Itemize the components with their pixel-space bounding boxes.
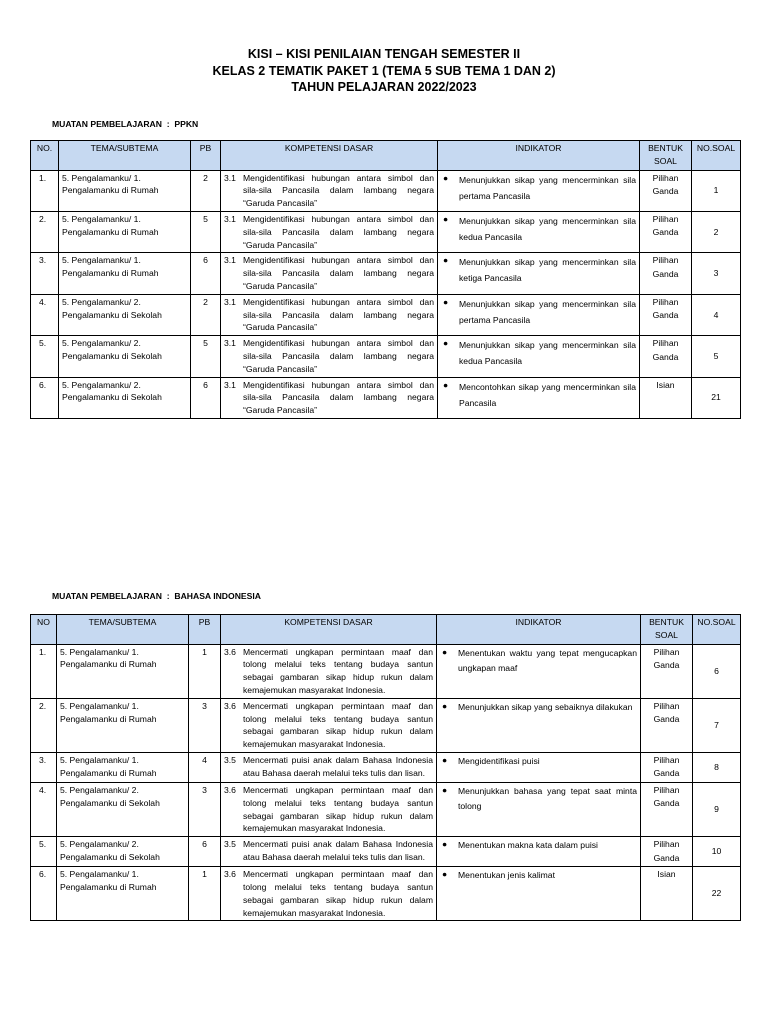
indikator-text: Menunjukkan sikap yang mencerminkan sila kedua Pancasila: [459, 340, 636, 367]
kd-text: Mencermati ungkapan permintaan maaf dan tolong melalui teks tentang budaya santun sebagai gambaran sikap hidup rukun dalam kemajemukan masyarakat Indonesia.: [243, 869, 433, 918]
cell-nosoal: 8: [693, 752, 741, 782]
cell-pb: 4: [189, 752, 221, 782]
kd-text: Mengidentifikasi hubungan antara simbol dan sila-sila Pancasila dalam lambang negara “Garuda Pancasila”: [243, 255, 434, 291]
cell-bentuk: Pilihan Ganda: [641, 752, 693, 782]
cell-no: 2.: [31, 211, 59, 252]
cell-kd: [221, 782, 437, 836]
cell-indikator: [438, 336, 640, 377]
cell-tema: 5. Pengalamanku/ 1. Pengalamanku di Rumah: [59, 211, 191, 252]
cell-bentuk: Pilihan Ganda: [641, 644, 693, 698]
kd-number: 3.1: [224, 255, 236, 266]
header-indikator: INDIKATOR: [437, 615, 641, 645]
cell-pb: 1: [189, 644, 221, 698]
cell-indikator: [438, 253, 640, 294]
cell-bentuk: Pilihan Ganda: [641, 782, 693, 836]
bullet-icon: ●: [442, 869, 448, 880]
kd-number: 3.1: [224, 296, 236, 307]
kd-number: 3.6: [224, 869, 236, 880]
header-pb: PB: [191, 141, 221, 171]
cell-nosoal: 3: [692, 253, 741, 294]
cell-indikator: [437, 698, 641, 752]
cell-tema: 5. Pengalamanku/ 2. Pengalamanku di Sekolah: [59, 377, 191, 418]
header-indikator: INDIKATOR: [438, 141, 640, 171]
header-bentuk: BENTUK SOAL: [641, 615, 693, 645]
cell-nosoal: 7: [693, 698, 741, 752]
cell-nosoal: 4: [692, 294, 741, 335]
kd-text: Mengidentifikasi hubungan antara simbol dan sila-sila Pancasila dalam lambang negara “Garuda Pancasila”: [243, 172, 434, 209]
cell-tema: 5. Pengalamanku/ 1. Pengalamanku di Rumah: [57, 644, 189, 698]
kd-number: 3.5: [224, 839, 236, 850]
header-nosoal: NO.SOAL: [693, 615, 741, 645]
cell-indikator: [438, 294, 640, 335]
cell-no: 2.: [31, 698, 57, 752]
cell-pb: 5: [191, 211, 221, 252]
table-row: [31, 253, 741, 294]
cell-indikator: [437, 782, 641, 836]
cell-tema: 5. Pengalamanku/ 1. Pengalamanku di Rumah: [57, 752, 189, 782]
kd-number: 3.5: [224, 754, 236, 765]
header-tema: TEMA/SUBTEMA: [59, 141, 191, 171]
cell-pb: 6: [189, 837, 221, 867]
bullet-icon: ●: [443, 172, 449, 183]
table-header-row: [31, 615, 741, 645]
title-line-1: KISI – KISI PENILAIAN TENGAH SEMESTER II: [247, 47, 521, 61]
cell-tema: 5. Pengalamanku/ 2. Pengalamanku di Sekolah: [57, 782, 189, 836]
cell-kd: [221, 211, 438, 252]
kd-number: 3.1: [224, 338, 236, 349]
table-row: [31, 867, 741, 921]
cell-bentuk: Isian: [640, 377, 692, 418]
indikator-text: Menunjukkan sikap yang sebaiknya dilakukan: [458, 701, 633, 712]
cell-no: 4.: [31, 294, 59, 335]
table-bahasa-indonesia: [30, 614, 741, 921]
bullet-icon: ●: [443, 255, 449, 266]
cell-kd: [221, 867, 437, 921]
cell-no: 1.: [31, 644, 57, 698]
cell-tema: 5. Pengalamanku/ 1. Pengalamanku di Rumah: [57, 867, 189, 921]
cell-pb: 1: [189, 867, 221, 921]
cell-indikator: [438, 211, 640, 252]
kd-number: 3.1: [224, 213, 236, 224]
header-bentuk: BENTUK SOAL: [640, 141, 692, 171]
kd-text: Mengidentifikasi hubungan antara simbol dan sila-sila Pancasila dalam lambang negara “Garuda Pancasila”: [243, 296, 434, 333]
cell-no: 3.: [31, 752, 57, 782]
bullet-icon: ●: [442, 754, 448, 765]
cell-kd: [221, 377, 438, 418]
indikator-text: Menunjukkan sikap yang mencerminkan sila kedua Pancasila: [459, 215, 636, 242]
cell-bentuk: Pilihan Ganda: [641, 698, 693, 752]
indikator-text: Mencontohkan sikap yang mencerminkan sila Pancasila: [459, 381, 636, 408]
cell-pb: 5: [191, 336, 221, 377]
cell-nosoal: 6: [693, 644, 741, 698]
cell-pb: 2: [191, 170, 221, 211]
cell-bentuk: Pilihan Ganda: [640, 170, 692, 211]
cell-kd: [221, 752, 437, 782]
cell-kd: [221, 336, 438, 377]
indikator-text: Menentukan jenis kalimat: [458, 870, 555, 881]
cell-nosoal: 5: [692, 336, 741, 377]
cell-kd: [221, 253, 438, 294]
cell-bentuk: Pilihan Ganda: [640, 253, 692, 294]
cell-kd: [221, 294, 438, 335]
table-header-row: [31, 141, 741, 171]
bullet-icon: ●: [443, 213, 449, 224]
bullet-icon: ●: [442, 700, 448, 711]
indikator-text: Menunjukkan bahasa yang tepat saat minta tolong: [458, 785, 637, 812]
kd-number: 3.1: [224, 172, 236, 183]
indikator-text: Menentukan makna kata dalam puisi: [458, 840, 598, 851]
table-body-bahasa-indonesia: [31, 644, 741, 921]
kd-text: Mencermati ungkapan permintaan maaf dan tolong melalui teks tentang budaya santun sebagai gambaran sikap hidup rukun dalam kemajemukan masyarakat Indonesia.: [243, 646, 433, 695]
table-row: [31, 170, 741, 211]
table-row: [31, 294, 741, 335]
cell-no: 4.: [31, 782, 57, 836]
table-row: [31, 377, 741, 418]
bullet-icon: ●: [442, 839, 448, 850]
cell-no: 3.: [31, 253, 59, 294]
kd-text: Mengidentifikasi hubungan antara simbol dan sila-sila Pancasila dalam lambang negara “Garuda Pancasila”: [243, 379, 434, 416]
table-row: [31, 782, 741, 836]
table-row: [31, 837, 741, 867]
cell-tema: 5. Pengalamanku/ 2. Pengalamanku di Sekolah: [57, 837, 189, 867]
title-line-2: KELAS 2 TEMATIK PAKET 1 (TEMA 5 SUB TEMA 1 DAN 2): [212, 63, 556, 78]
header-pb: PB: [189, 615, 221, 645]
indikator-text: Menunjukkan sikap yang mencerminkan sila pertama Pancasila: [459, 174, 636, 201]
cell-nosoal: 21: [692, 377, 741, 418]
cell-no: 1.: [31, 170, 59, 211]
bullet-icon: ●: [442, 646, 448, 657]
cell-kd: [221, 837, 437, 867]
cell-indikator: [437, 867, 641, 921]
cell-nosoal: 9: [693, 782, 741, 836]
title-line-3: TAHUN PELAJARAN 2022/2023: [291, 80, 477, 94]
cell-tema: 5. Pengalamanku/ 2. Pengalamanku di Sekolah: [59, 336, 191, 377]
cell-pb: 3: [189, 698, 221, 752]
cell-bentuk: Pilihan Ganda: [640, 294, 692, 335]
kd-text: Mengidentifikasi hubungan antara simbol dan sila-sila Pancasila dalam lambang negara “Garuda Pancasila”: [243, 338, 434, 374]
indikator-text: Mengidentifikasi puisi: [458, 755, 540, 766]
table-row: [31, 336, 741, 377]
cell-tema: 5. Pengalamanku/ 2. Pengalamanku di Sekolah: [59, 294, 191, 335]
section-label-ppkn: MUATAN PEMBELAJARAN : PPKN: [52, 119, 199, 129]
header-kd: KOMPETENSI DASAR: [221, 141, 438, 171]
cell-nosoal: 22: [693, 867, 741, 921]
cell-pb: 6: [191, 377, 221, 418]
cell-tema: 5. Pengalamanku/ 1. Pengalamanku di Rumah: [59, 170, 191, 211]
cell-bentuk: Pilihan Ganda: [640, 336, 692, 377]
indikator-text: Menunjukkan sikap yang mencerminkan sila ketiga Pancasila: [459, 257, 636, 284]
kd-number: 3.6: [224, 784, 236, 795]
cell-pb: 3: [189, 782, 221, 836]
cell-bentuk: Isian: [641, 867, 693, 921]
header-no: NO.: [31, 141, 59, 171]
cell-no: 6.: [31, 377, 59, 418]
kd-text: Mencermati puisi anak dalam Bahasa Indonesia atau Bahasa daerah melalui teks tulis dan lisan.: [243, 754, 433, 778]
kd-text: Mencermati ungkapan permintaan maaf dan tolong melalui teks tentang budaya santun sebagai gambaran sikap hidup rukun dalam kemajemukan masyarakat Indonesia.: [243, 700, 433, 750]
cell-nosoal: 2: [692, 211, 741, 252]
table-ppkn: [30, 140, 741, 419]
cell-tema: 5. Pengalamanku/ 1. Pengalamanku di Rumah: [59, 253, 191, 294]
kd-text: Mencermati ungkapan permintaan maaf dan tolong melalui teks tentang budaya santun sebagai gambaran sikap hidup rukun dalam kemajemukan masyarakat Indonesia.: [243, 784, 433, 834]
cell-pb: 6: [191, 253, 221, 294]
table-body-ppkn: [31, 170, 741, 418]
cell-indikator: [438, 377, 640, 418]
cell-bentuk: Pilihan Ganda: [641, 837, 693, 867]
cell-kd: [221, 698, 437, 752]
cell-indikator: [437, 644, 641, 698]
kd-text: Mencermati puisi anak dalam Bahasa Indonesia atau Bahasa daerah melalui teks tulis dan lisan.: [243, 839, 433, 862]
cell-tema: 5. Pengalamanku/ 1. Pengalamanku di Rumah: [57, 698, 189, 752]
kd-text: Mengidentifikasi hubungan antara simbol dan sila-sila Pancasila dalam lambang negara “Garuda Pancasila”: [243, 213, 434, 250]
cell-indikator: [437, 752, 641, 782]
cell-no: 6.: [31, 867, 57, 921]
kd-number: 3.6: [224, 700, 236, 711]
cell-no: 5.: [31, 336, 59, 377]
cell-nosoal: 1: [692, 170, 741, 211]
cell-kd: [221, 170, 438, 211]
indikator-text: Menunjukkan sikap yang mencerminkan sila pertama Pancasila: [459, 298, 636, 325]
kd-number: 3.6: [224, 646, 236, 657]
cell-indikator: [437, 837, 641, 867]
header-nosoal: NO.SOAL: [692, 141, 741, 171]
bullet-icon: ●: [443, 338, 449, 349]
cell-kd: [221, 644, 437, 698]
table-row: [31, 644, 741, 698]
table-row: [31, 752, 741, 782]
cell-no: 5.: [31, 837, 57, 867]
cell-indikator: [438, 170, 640, 211]
indikator-text: Menentukan waktu yang tepat mengucapkan ungkapan maaf: [458, 647, 637, 674]
section-label-bahasa-indonesia: MUATAN PEMBELAJARAN : BAHASA INDONESIA: [52, 591, 261, 601]
header-no: NO: [31, 615, 57, 645]
bullet-icon: ●: [442, 784, 448, 795]
cell-pb: 2: [191, 294, 221, 335]
kd-number: 3.1: [224, 379, 236, 390]
cell-nosoal: 10: [693, 837, 741, 867]
bullet-icon: ●: [443, 379, 449, 390]
cell-bentuk: Pilihan Ganda: [640, 211, 692, 252]
document-title: [0, 46, 768, 96]
header-tema: TEMA/SUBTEMA: [57, 615, 189, 645]
header-kd: KOMPETENSI DASAR: [221, 615, 437, 645]
table-row: [31, 211, 741, 252]
bullet-icon: ●: [443, 296, 449, 307]
table-row: [31, 698, 741, 752]
